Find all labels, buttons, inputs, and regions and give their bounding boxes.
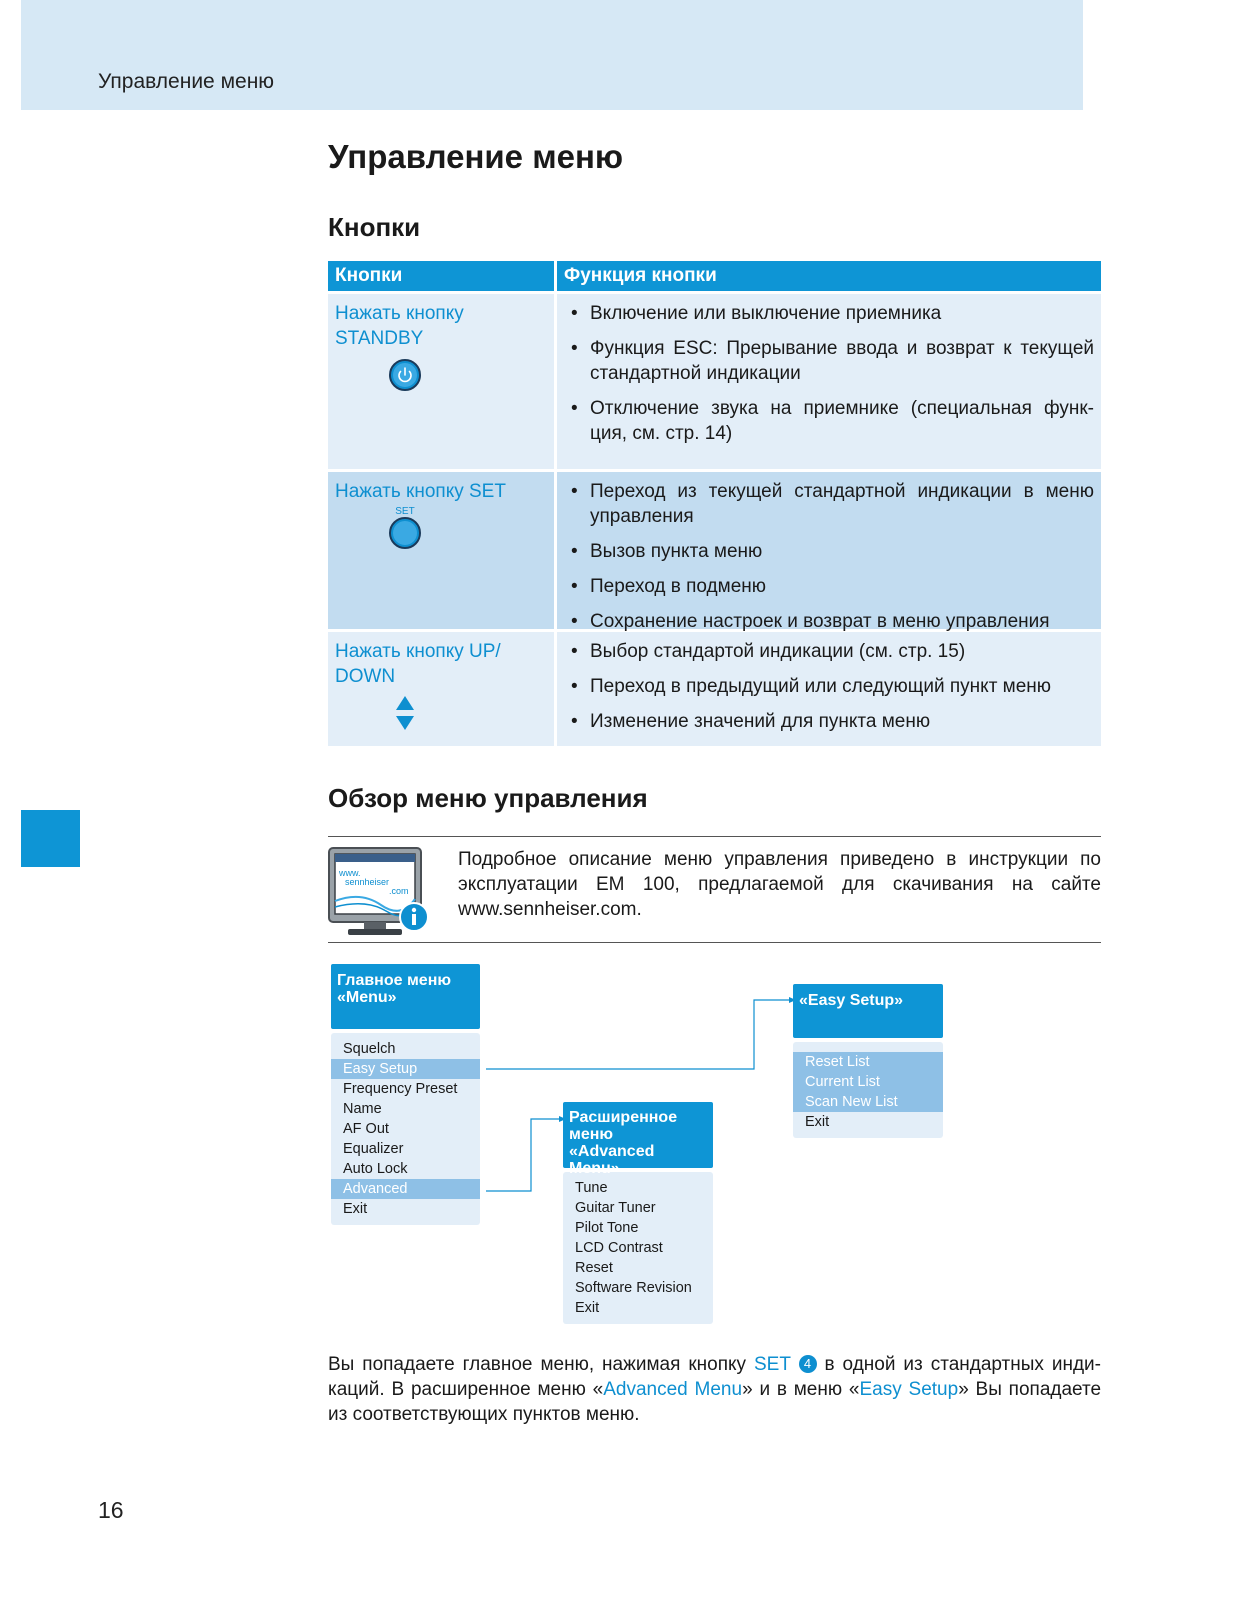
menu-item-pilot-tone[interactable]: Pilot Tone <box>575 1220 639 1236</box>
main-menu-box <box>331 964 480 1225</box>
menu-item-squelch[interactable]: Squelch <box>343 1041 396 1057</box>
button-name-standby: Нажать кнопку STANDBY <box>335 303 464 349</box>
column-header-buttons: Кнопки <box>328 261 554 291</box>
main-menu-list <box>331 1033 480 1225</box>
main-menu-title: Главное меню «Menu» <box>331 964 480 1029</box>
menu-item-exit[interactable]: Exit <box>575 1300 600 1316</box>
advanced-menu-box <box>563 1102 713 1324</box>
menu-item-current-list[interactable]: Current List <box>793 1072 943 1092</box>
page-number: 16 <box>98 1497 124 1523</box>
overview-heading: Обзор меню управления <box>328 783 648 813</box>
easy-setup-reference: Easy Setup <box>859 1379 959 1400</box>
menu-item-software-revision[interactable]: Software Revision <box>575 1280 692 1296</box>
menu-item-advanced[interactable]: Advanced <box>331 1179 480 1199</box>
menu-item-easy-setup[interactable]: Easy Setup <box>331 1059 480 1079</box>
set-reference: SET <box>753 1354 791 1375</box>
menu-item-guitar-tuner[interactable]: Guitar Tuner <box>575 1200 656 1216</box>
list-item: • Переход в предыдущий или следующий пункт меню <box>564 674 1094 699</box>
column-header-function: Функция кнопки <box>557 261 1101 291</box>
list-item: • Переход в подменю <box>564 574 1094 599</box>
set-number-badge: 4 <box>799 1355 817 1373</box>
list-item: • Изменение значений для пункта меню <box>564 709 1094 734</box>
buttons-heading: Кнопки <box>328 212 421 242</box>
list-item: • Сохранение настроек и возврат в меню управления <box>564 609 1094 634</box>
easy-setup-menu-list <box>793 1042 943 1138</box>
monitor-screen-text: www. sennheiser .com <box>339 868 409 896</box>
list-item: • Функция ESC: Прерывание ввода и возврат к текущей стандартной индикации <box>564 336 1094 386</box>
menu-item-frequency-preset[interactable]: Frequency Preset <box>343 1081 458 1097</box>
menu-item-af-out[interactable]: AF Out <box>343 1121 389 1137</box>
button-name-up-down: Нажать кнопку UP/ DOWN <box>335 641 501 687</box>
menu-item-reset[interactable]: Reset <box>575 1260 613 1276</box>
footer-paragraph: Вы попадаете главное меню, нажимая кнопку SET 4 в одной из стандартных инди-каций. В расширенное меню «Advanced Menu» и в меню «Easy Setup» Вы попадаете из соответствующих пунктов меню. <box>328 1354 1102 1425</box>
menu-item-reset-list[interactable]: Reset List <box>793 1052 943 1072</box>
easy-setup-menu-title: «Easy Setup» <box>793 984 943 1038</box>
info-text: Подробное описание меню управления приведено в инструкции по эксплуатации EM 100, предлагаемой для скачивания на сайте www.sennheiser.com. <box>458 849 1101 920</box>
advanced-menu-reference: Advanced Menu <box>603 1379 743 1400</box>
list-item: • Отключение звука на приемнике (специальная функ-ция, см. стр. 14) <box>564 396 1094 446</box>
list-item: • Переход из текущей стандартной индикации в меню управления <box>564 479 1094 529</box>
button-name-set: Нажать кнопку SET <box>335 481 506 502</box>
set-icon-label: SET <box>395 506 415 517</box>
list-item: • Выбор стандартой индикации (см. стр. 15) <box>564 639 1094 664</box>
page-title: Управление меню <box>328 138 624 175</box>
menu-item-exit[interactable]: Exit <box>343 1201 368 1217</box>
menu-item-scan-new-list[interactable]: Scan New List <box>793 1092 943 1112</box>
running-header: Управление меню <box>98 70 275 93</box>
menu-item-equalizer[interactable]: Equalizer <box>343 1141 404 1157</box>
easy-setup-menu-box <box>793 984 943 1138</box>
list-item: • Вызов пункта меню <box>564 539 1094 564</box>
menu-item-exit[interactable]: Exit <box>805 1114 830 1130</box>
menu-item-tune[interactable]: Tune <box>575 1180 608 1196</box>
advanced-menu-list <box>563 1172 713 1324</box>
menu-item-lcd-contrast[interactable]: LCD Contrast <box>575 1240 663 1256</box>
menu-item-name[interactable]: Name <box>343 1101 382 1117</box>
list-item: • Включение или выключение приемника <box>564 301 1094 326</box>
menu-item-auto-lock[interactable]: Auto Lock <box>343 1161 408 1177</box>
advanced-menu-title: Расширенное меню «Advanced Menu» <box>563 1102 713 1168</box>
